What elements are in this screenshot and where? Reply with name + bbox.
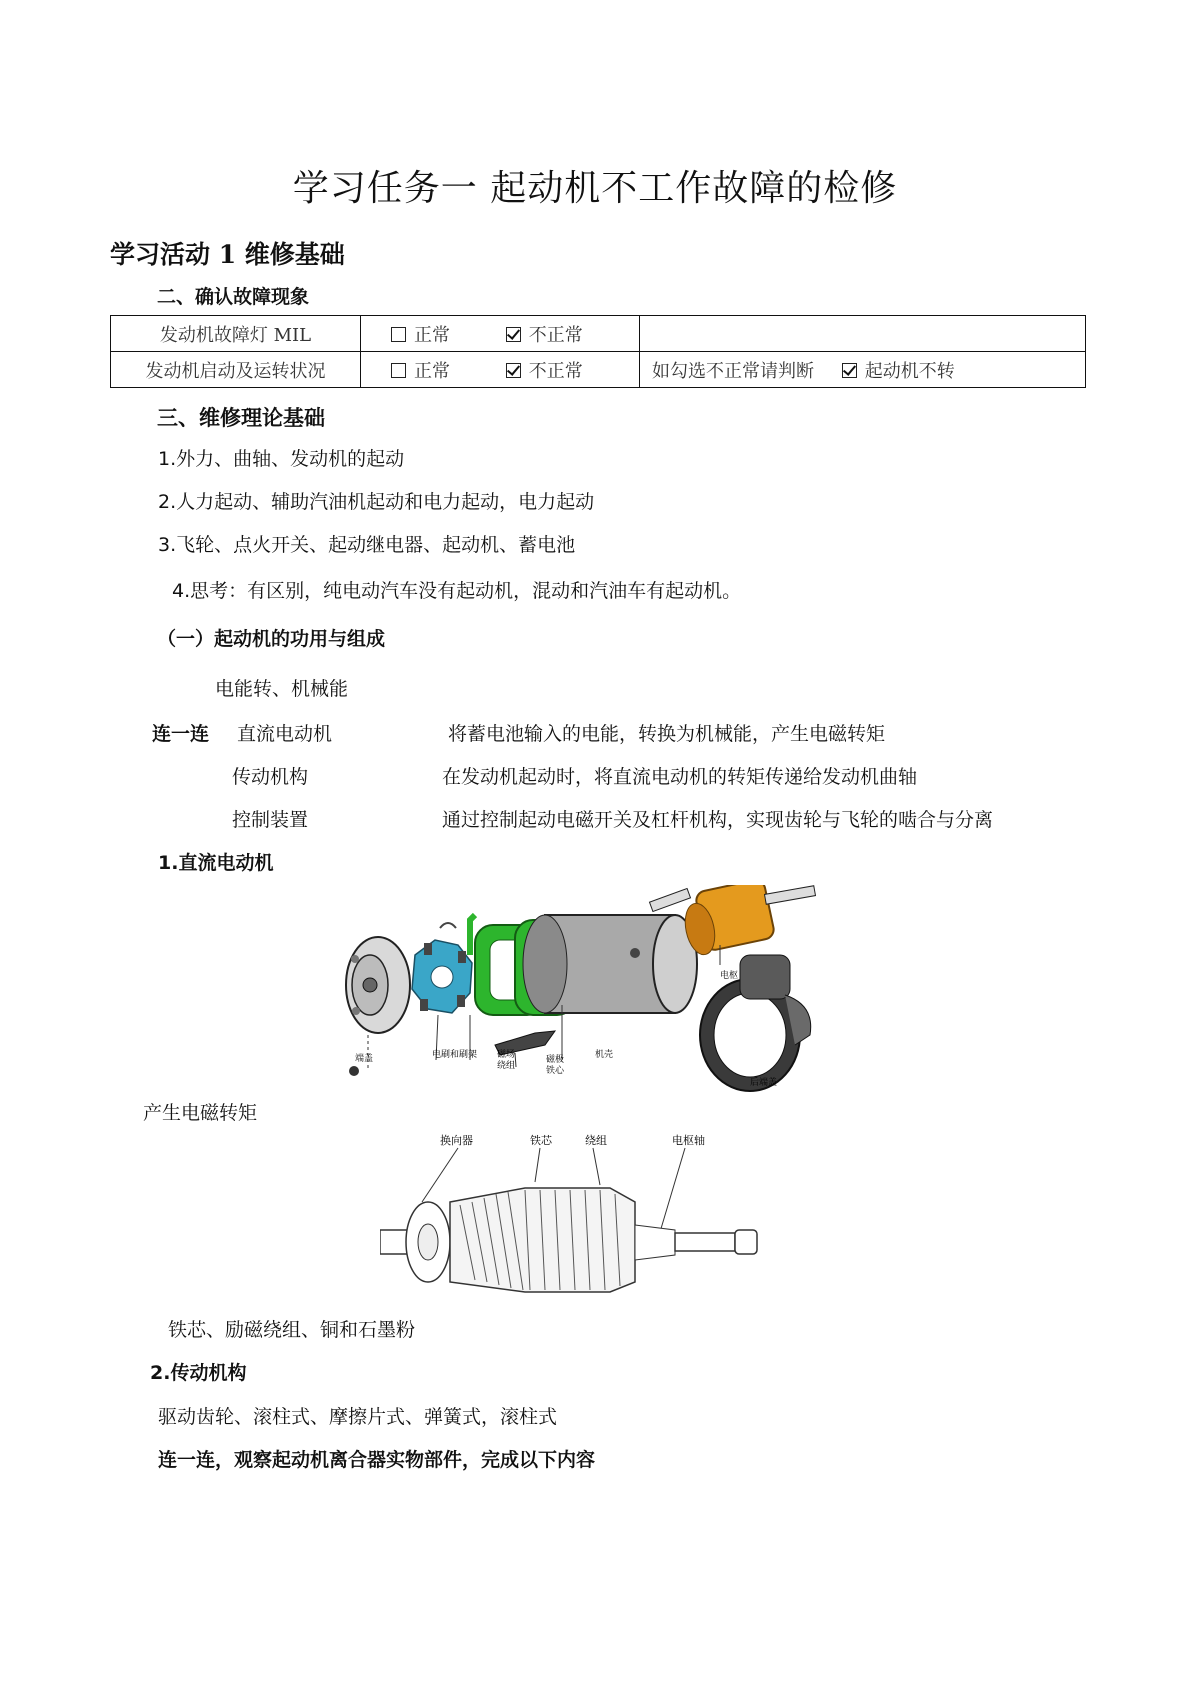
section-heading-confirm-fault: 二、确认故障现象 <box>157 286 310 308</box>
page-title: 学习任务一 起动机不工作故障的检修 <box>292 168 898 209</box>
fig-label: 铁芯 <box>530 1134 552 1147</box>
option-label: 正常 <box>414 360 450 382</box>
match-left-item: 直流电动机 <box>237 723 333 745</box>
start-status-options <box>361 352 640 388</box>
fig-label: 端盖 <box>355 1054 374 1064</box>
subsection-heading-function: （一）起动机的功用与组成 <box>157 628 386 650</box>
list-item: 3.飞轮、点火开关、起动继电器、起动机、蓄电池 <box>158 534 576 556</box>
fig-label: 电枢轴 <box>672 1134 705 1147</box>
fig-label: 铁心 <box>546 1066 565 1076</box>
list-item: 4.思考：有区别，纯电动汽车没有起动机，混动和汽油车有起动机。 <box>172 580 742 602</box>
fig-label: 电刷和刷架 <box>432 1050 478 1060</box>
fig-label: 磁场 <box>497 1050 516 1060</box>
mil-note <box>640 316 1086 352</box>
checkbox-checked-icon[interactable] <box>506 327 521 342</box>
brush-holder-icon <box>412 923 472 1013</box>
fault-status-table <box>110 315 1086 388</box>
table-row <box>111 352 1086 388</box>
drive-answer: 驱动齿轮、滚柱式、摩擦片式、弹簧式，滚柱式 <box>158 1406 558 1428</box>
match-left-item: 控制装置 <box>232 809 309 831</box>
match-left-item: 传动机构 <box>232 766 309 788</box>
start-abnormal-option[interactable] <box>506 357 583 383</box>
fig-label: 磁极 <box>546 1055 565 1065</box>
fig-label: 绕组 <box>585 1134 607 1147</box>
housing-icon <box>523 915 697 1013</box>
start-normal-option[interactable] <box>391 357 450 383</box>
mil-normal-option[interactable] <box>391 321 450 347</box>
option-label: 起动机不转 <box>864 360 955 382</box>
option-label: 正常 <box>414 324 450 346</box>
fig-label: 绕组 <box>497 1061 516 1071</box>
function-answer: 电能转、机械能 <box>215 678 349 700</box>
starter-exploded-diagram <box>340 885 860 1095</box>
mil-label: 发动机故障灯 MIL <box>111 316 361 352</box>
option-label: 不正常 <box>528 360 583 382</box>
materials-answer: 铁芯、励磁绕组、铜和石墨粉 <box>168 1319 416 1341</box>
fig-label: 换向器 <box>440 1134 473 1147</box>
list-item: 2.人力起动、辅助汽油机起动和电力起动，电力起动 <box>158 491 595 513</box>
checkbox-checked-icon[interactable] <box>842 363 857 378</box>
start-status-label: 发动机启动及运转状况 <box>111 352 361 388</box>
checkbox-icon[interactable] <box>391 327 406 342</box>
option-label: 不正常 <box>528 324 583 346</box>
checkbox-icon[interactable] <box>391 363 406 378</box>
starter-not-turning-option[interactable] <box>842 361 955 382</box>
section-heading-theory: 三、维修理论基础 <box>157 406 325 430</box>
activity-heading: 学习活动 1 维修基础 <box>110 240 345 269</box>
fig-label: 后端盖 <box>750 1078 778 1088</box>
fig-label: 电枢 <box>720 971 739 981</box>
torque-answer: 产生电磁转矩 <box>143 1102 258 1124</box>
rear-cover-icon <box>700 955 811 1091</box>
start-status-note <box>640 352 1086 388</box>
match-label: 连一连 <box>152 723 210 745</box>
match-right-item: 在发动机起动时，将直流电动机的转矩传递给发动机曲轴 <box>442 766 918 788</box>
list-item: 1.外力、曲轴、发动机的起动 <box>158 448 405 470</box>
match-right-item: 通过控制起动电磁开关及杠杆机构，实现齿轮与飞轮的啮合与分离 <box>442 809 994 831</box>
match-right-item: 将蓄电池输入的电能，转换为机械能，产生电磁转矩 <box>448 723 886 745</box>
mil-options <box>361 316 640 352</box>
dc-motor-heading: 1.直流电动机 <box>158 852 274 874</box>
mil-abnormal-option[interactable] <box>506 321 583 347</box>
checkbox-checked-icon[interactable] <box>506 363 521 378</box>
armature-diagram <box>380 1130 810 1295</box>
clutch-task: 连一连，观察起动机离合器实物部件，完成以下内容 <box>158 1449 596 1471</box>
fig-label: 机壳 <box>595 1050 614 1060</box>
note-prefix: 如勾选不正常请判断 <box>652 360 814 382</box>
drive-heading: 2.传动机构 <box>150 1362 247 1384</box>
table-row <box>111 316 1086 352</box>
